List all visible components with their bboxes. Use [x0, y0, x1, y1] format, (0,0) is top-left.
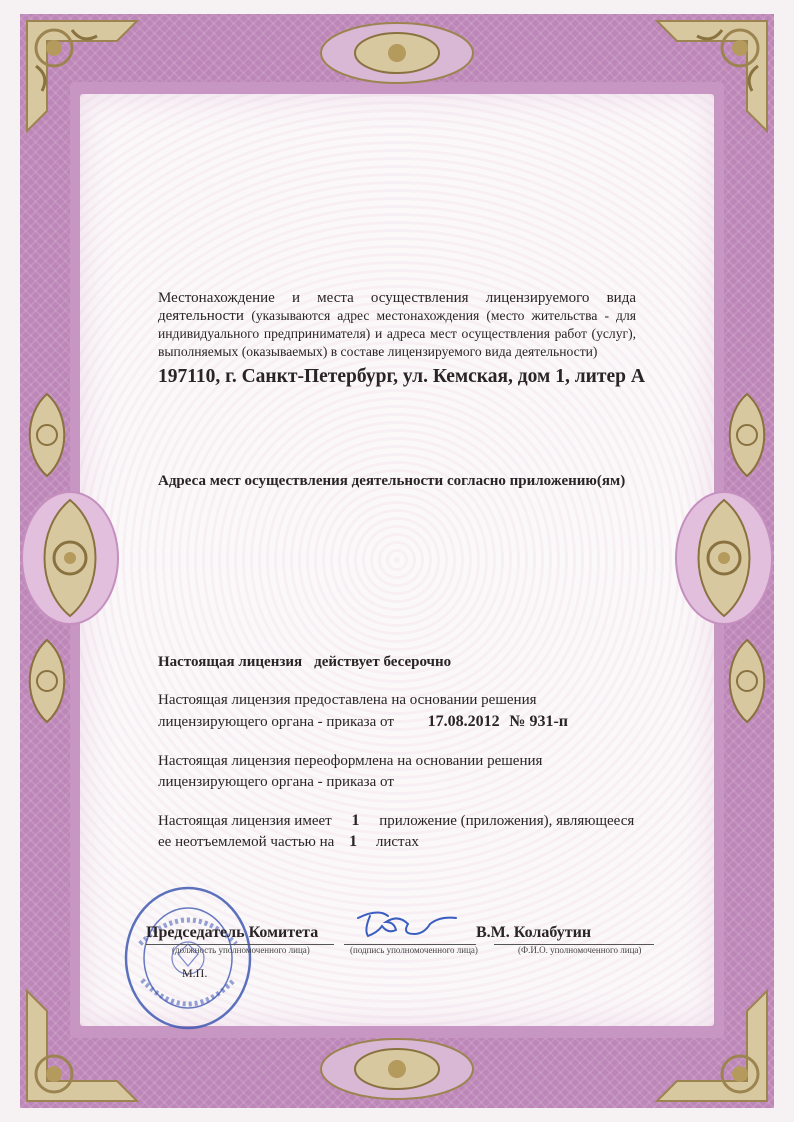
left-center-medallion-icon [20, 488, 120, 628]
annex-line2 [158, 833, 419, 851]
right-lower-ornament-icon [718, 636, 776, 726]
left-lower-ornament-icon [18, 636, 76, 726]
annex-line1-b: приложение (приложения), являющееся [379, 813, 635, 829]
places-of-activity-line: Адреса мест осуществления деятельности согласно приложению(ям) [158, 473, 626, 489]
reissued-line1: Настоящая лицензия переоформлена на основании решения [158, 753, 543, 769]
address: 197110, г. Санкт-Петербург, ул. Кемская, дом 1, литер А [158, 366, 645, 387]
granted-line2-text: лицензирующего органа - приказа от [158, 714, 394, 730]
term-part2: действует бесерочно [314, 654, 452, 670]
position-caption: (должность уполномоченного лица) [172, 945, 310, 955]
annex-sheets: 1 [349, 833, 358, 850]
annex-line2-a: ее неотъемлемой частью на [158, 834, 335, 850]
granted-number: № 931-п [509, 713, 569, 730]
reissued-line2: лицензирующего органа - приказа от [158, 774, 394, 790]
left-upper-ornament-icon [18, 390, 76, 480]
annex-line1-a: Настоящая лицензия имеет [158, 813, 332, 829]
location-heading-main: Местонахождение и места осуществления лицензируемого вида деятельности [158, 290, 636, 324]
name-caption: (Ф.И.О. уполномоченного лица) [518, 945, 642, 955]
corner-ornament-top-left-icon [22, 16, 142, 136]
corner-ornament-bottom-right-icon [652, 986, 772, 1106]
signer-name: В.М. Колабутин [476, 924, 592, 941]
position-title: Председатель Комитета [146, 924, 319, 941]
signature-row [146, 924, 656, 964]
annex-line2-b: листах [375, 834, 419, 850]
stamp-place-label: М.П. [182, 966, 208, 980]
bottom-center-ornament-icon [317, 1034, 477, 1104]
granted-line1: Настоящая лицензия предоставлена на основании решения [158, 692, 537, 708]
granted-line2 [158, 713, 568, 731]
annex-count: 1 [351, 812, 360, 829]
term-part1: Настоящая лицензия [158, 654, 303, 670]
license-term [158, 654, 451, 671]
right-upper-ornament-icon [718, 390, 776, 480]
corner-ornament-top-right-icon [652, 16, 772, 136]
location-heading [158, 289, 636, 361]
annex-line1 [158, 812, 634, 830]
right-center-medallion-icon [674, 488, 774, 628]
location-heading-sub: (указываются адрес местонахождения (место жительства - для индивидуального предпринимателя) и адреса мест осуществления работ (услуг), выполняемых (оказываемых) в составе лицензируемого вида деятельности) [158, 308, 637, 359]
granted-date: 17.08.2012 [427, 713, 500, 730]
top-center-ornament-icon [317, 18, 477, 88]
signature-caption: (подпись уполномоченного лица) [350, 945, 478, 955]
